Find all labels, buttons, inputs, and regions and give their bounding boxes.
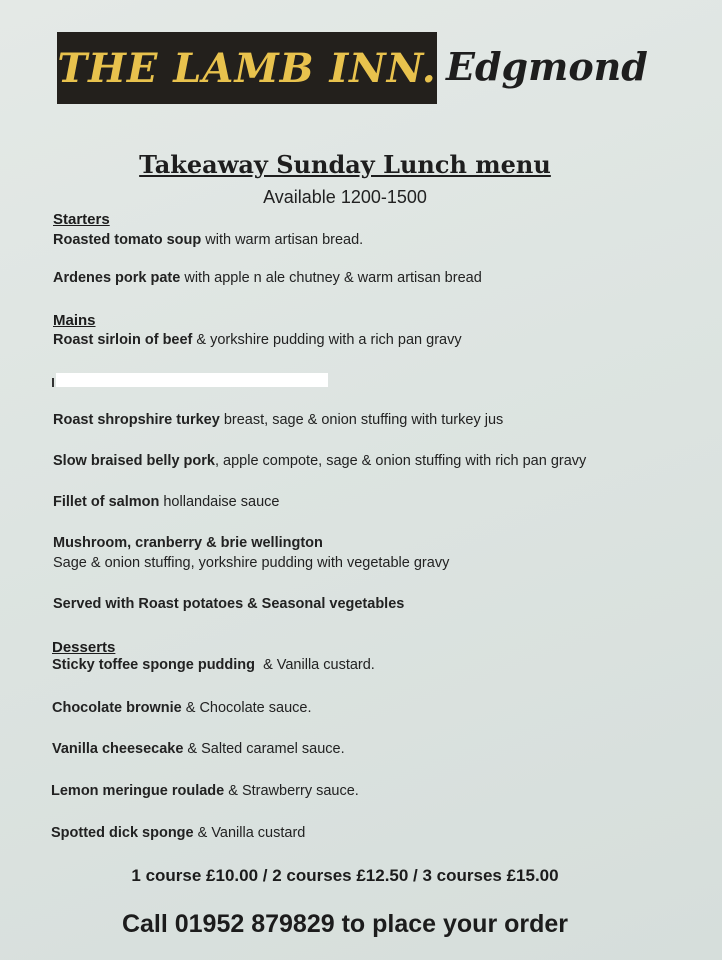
item-description: breast, sage & onion stuffing with turkey jus xyxy=(219,412,504,428)
redaction-edge xyxy=(52,378,54,387)
logo-text: THE LAMB INN. xyxy=(57,44,437,92)
logo-banner xyxy=(57,32,437,104)
menu-item xyxy=(52,741,345,757)
item-name: Ardenes pork pate xyxy=(53,270,181,286)
mains-heading: Mains xyxy=(53,312,96,329)
item-name: Served with Roast potatoes & Seasonal vegetables xyxy=(53,596,405,612)
desserts-heading: Desserts xyxy=(52,639,116,656)
price-line: 1 course £10.00 / 2 courses £12.50 / 3 courses £15.00 xyxy=(131,866,559,885)
item-description: & yorkshire pudding with a rich pan gravy xyxy=(192,332,462,348)
item-description: & Vanilla custard. xyxy=(255,657,375,673)
item-name: Chocolate brownie xyxy=(52,700,182,716)
item-description: with apple n ale chutney & warm artisan bread xyxy=(180,270,482,286)
starters-heading: Starters xyxy=(53,211,110,228)
item-description: & Vanilla custard xyxy=(193,825,306,841)
item-description: Sage & onion stuffing, yorkshire pudding with vegetable gravy xyxy=(53,555,450,571)
location-name: Edgmond xyxy=(446,44,648,89)
item-name: Mushroom, cranberry & brie wellington xyxy=(53,535,323,551)
item-description: hollandaise sauce xyxy=(159,494,280,510)
item-name: Fillet of salmon xyxy=(53,494,160,510)
item-description: , apple compote, sage & onion stuffing with rich pan gravy xyxy=(214,453,587,469)
menu-item xyxy=(52,657,375,673)
menu-item xyxy=(51,783,359,799)
menu-item xyxy=(53,332,462,348)
menu-title: Takeaway Sunday Lunch menu xyxy=(139,150,551,179)
redacted-line xyxy=(56,373,328,387)
menu-item xyxy=(53,453,586,469)
menu-item xyxy=(52,700,312,716)
item-name: Vanilla cheesecake xyxy=(52,741,184,757)
item-name: Roast sirloin of beef xyxy=(53,332,193,348)
menu-item xyxy=(53,412,503,428)
item-description: & Salted caramel sauce. xyxy=(183,741,345,757)
item-description: & Strawberry sauce. xyxy=(224,783,359,799)
menu-item xyxy=(53,232,363,248)
served-with-note xyxy=(53,596,404,612)
item-name: Sticky toffee sponge pudding xyxy=(52,657,256,673)
menu-item xyxy=(53,270,482,286)
call-to-order: Call 01952 879829 to place your order xyxy=(121,910,569,938)
item-name: Slow braised belly pork xyxy=(53,453,215,469)
menu-item xyxy=(53,555,449,571)
item-name: Roasted tomato soup xyxy=(53,232,202,248)
menu-item xyxy=(53,494,279,510)
availability-text: Available 1200-1500 xyxy=(263,187,427,207)
menu-item xyxy=(51,825,305,841)
item-description: with warm artisan bread. xyxy=(201,232,364,248)
item-description: & Chocolate sauce. xyxy=(181,700,312,716)
item-name: Lemon meringue roulade xyxy=(51,783,225,799)
menu-item xyxy=(53,535,323,551)
item-name: Roast shropshire turkey xyxy=(53,412,220,428)
item-name: Spotted dick sponge xyxy=(51,825,194,841)
